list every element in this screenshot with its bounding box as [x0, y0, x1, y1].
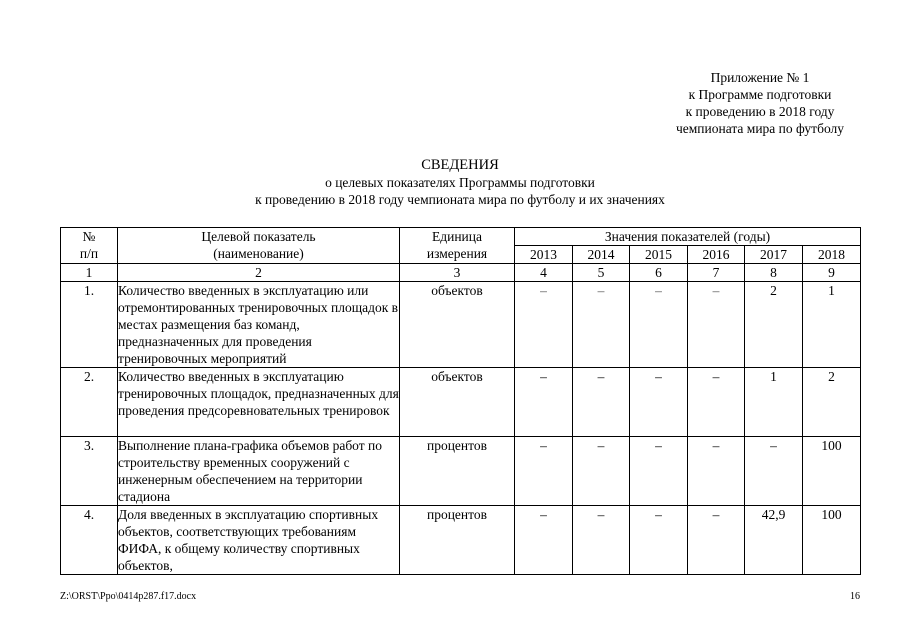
header-year: 2013	[515, 246, 573, 264]
table-row	[61, 368, 861, 437]
column-index-row	[61, 264, 861, 282]
table-row	[61, 282, 861, 368]
row-value: 100	[803, 437, 861, 506]
row-value: –	[515, 506, 573, 575]
appendix-line: Приложение № 1	[710, 70, 810, 85]
header-year: 2015	[630, 246, 688, 264]
row-value: –	[630, 282, 688, 368]
row-number: 2.	[61, 368, 118, 437]
row-value: –	[515, 282, 573, 368]
title-main: СВЕДЕНИЯ	[421, 157, 499, 173]
row-unit: процентов	[400, 506, 515, 575]
table-row	[61, 506, 861, 575]
header-indicator	[118, 228, 400, 264]
header-values-group: Значения показателей (годы)	[515, 228, 861, 246]
header-year: 2017	[745, 246, 803, 264]
footer-page-number: 16	[850, 591, 860, 602]
appendix-header	[600, 69, 905, 137]
column-index: 8	[745, 264, 803, 282]
column-index: 9	[803, 264, 861, 282]
header-unit-line2: измерения	[426, 246, 488, 261]
header-num-line2: п/п	[79, 246, 99, 261]
header-year: 2014	[573, 246, 630, 264]
row-value: –	[515, 368, 573, 437]
indicators-table	[60, 227, 861, 575]
header-indicator-line1: Целевой показатель	[201, 229, 316, 244]
column-index: 5	[573, 264, 630, 282]
row-value: 2	[745, 282, 803, 368]
row-indicator: Доля введенных в эксплуатацию спортивных объектов, соответствующих требованиям ФИФА, к общему количеству спортивных объектов,	[118, 506, 400, 575]
row-value: –	[688, 368, 745, 437]
table-row	[61, 437, 861, 506]
row-number: 1.	[61, 282, 118, 368]
row-value: –	[573, 368, 630, 437]
header-num-line1: №	[82, 229, 96, 244]
row-indicator: Количество введенных в эксплуатацию тренировочных площадок, предназначенных для проведения предсоревновательных тренировок	[118, 368, 400, 437]
footer-file-path: Z:\ORST\Ppo\0414p287.f17.docx	[60, 591, 197, 602]
row-number: 4.	[61, 506, 118, 575]
appendix-line: чемпионата мира по футболу	[675, 121, 845, 136]
row-unit: объектов	[400, 282, 515, 368]
row-value: 1	[803, 282, 861, 368]
row-value: –	[688, 437, 745, 506]
header-year: 2018	[803, 246, 861, 264]
row-value: –	[630, 506, 688, 575]
column-index: 7	[688, 264, 745, 282]
row-value: –	[573, 282, 630, 368]
column-index: 3	[400, 264, 515, 282]
row-value: –	[630, 437, 688, 506]
appendix-line: к Программе подготовки	[688, 87, 832, 102]
appendix-line: к проведению в 2018 году	[685, 104, 835, 119]
page-bottom-margin	[0, 578, 905, 640]
document-title	[160, 157, 760, 208]
row-unit: объектов	[400, 368, 515, 437]
header-indicator-line2: (наименование)	[213, 246, 304, 261]
table-header-row	[61, 228, 861, 246]
column-index: 6	[630, 264, 688, 282]
column-index: 2	[118, 264, 400, 282]
row-value: 100	[803, 506, 861, 575]
row-indicator: Количество введенных в эксплуатацию или отремонтированных тренировочных площадок в местах размещения баз команд, предназначенных для проведения тренировочных мероприятий	[118, 283, 399, 366]
row-value: –	[573, 506, 630, 575]
header-num	[61, 228, 118, 264]
row-value: –	[515, 437, 573, 506]
column-index: 4	[515, 264, 573, 282]
row-value: –	[688, 506, 745, 575]
header-unit	[400, 228, 515, 264]
title-subtitle-line1: о целевых показателях Программы подготовки	[325, 175, 595, 190]
row-value: 1	[745, 368, 803, 437]
header-year: 2016	[688, 246, 745, 264]
title-subtitle-line2: к проведению в 2018 году чемпионата мира по футболу и их значениях	[255, 192, 665, 207]
row-unit: процентов	[400, 437, 515, 506]
row-value: –	[573, 437, 630, 506]
column-index: 1	[61, 264, 118, 282]
row-indicator: Выполнение плана-графика объемов работ по строительству временных сооружений с инженерным обеспечением на территории стадиона	[118, 437, 400, 506]
row-value: –	[630, 368, 688, 437]
row-value: 2	[803, 368, 861, 437]
header-unit-line1: Единица	[431, 229, 482, 244]
row-number: 3.	[61, 437, 118, 506]
row-value: –	[745, 437, 803, 506]
row-value: 42,9	[745, 506, 803, 575]
row-value: –	[688, 282, 745, 368]
